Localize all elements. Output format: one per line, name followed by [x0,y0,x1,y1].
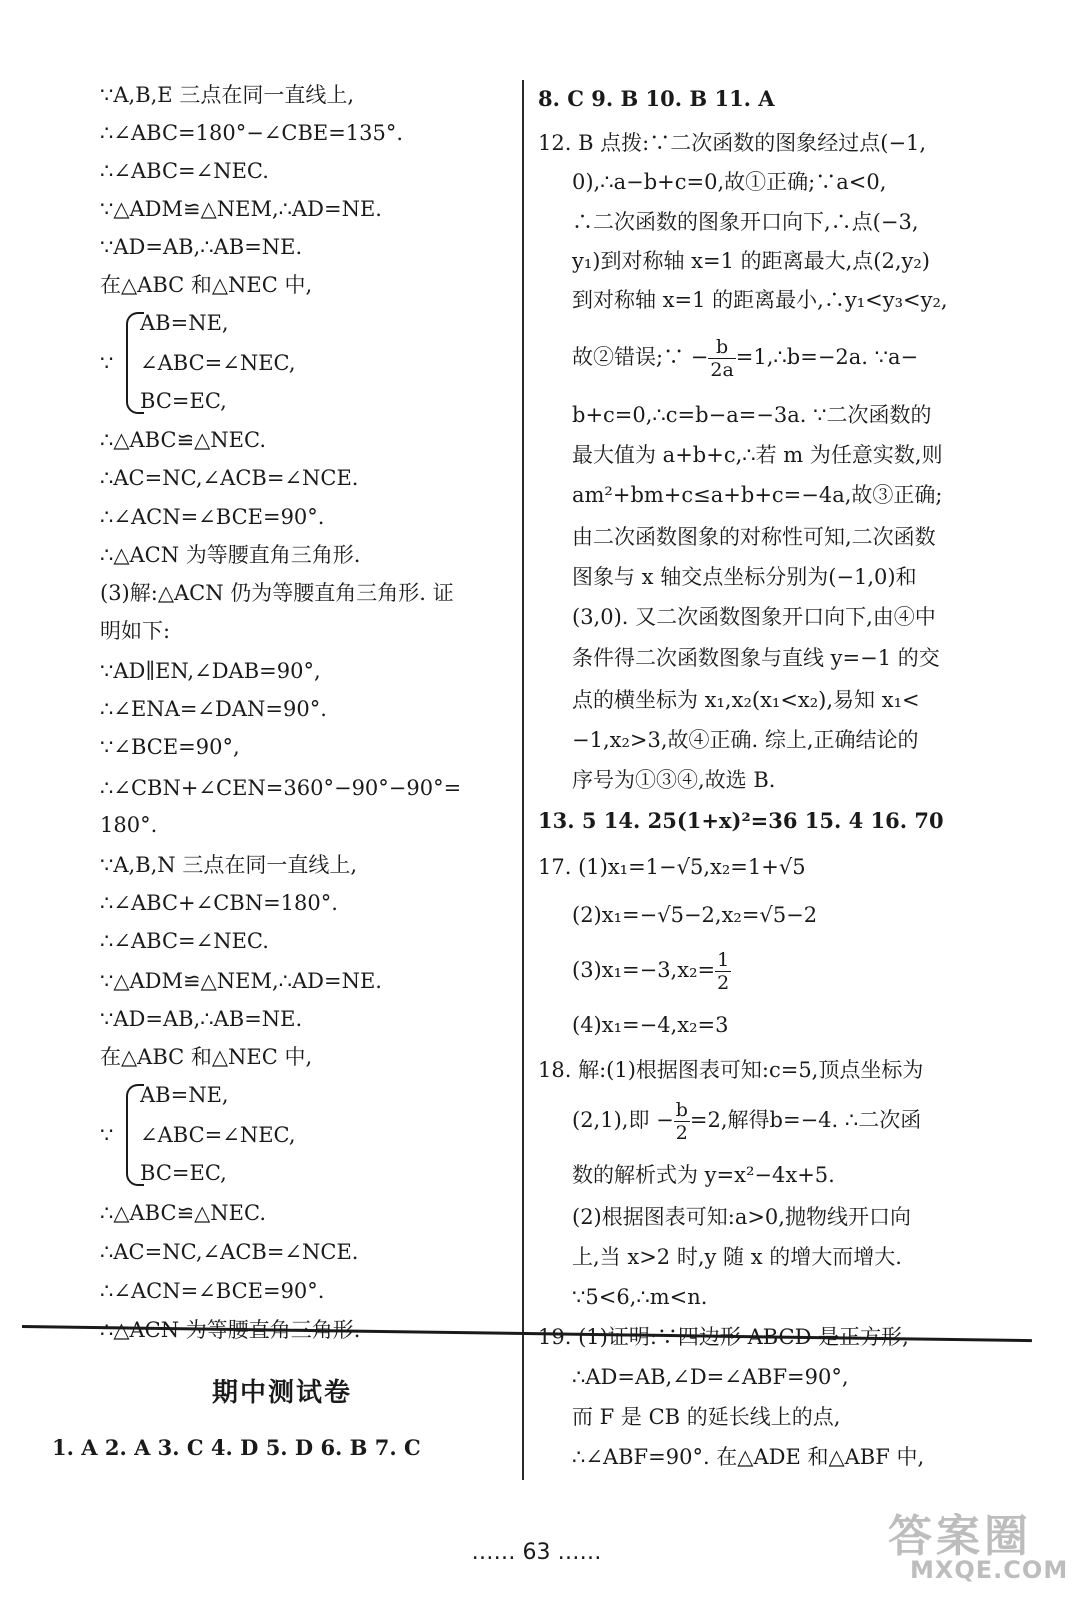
text-line: ∵AD=AB,∴AB=NE. [100,1007,303,1031]
system-prefix: ∵ [100,351,114,375]
text-line: ∴△ACN 为等腰直角三角形. [100,1318,361,1342]
fraction-suffix: =2,解得b=−4. ∴二次函 [689,1108,922,1132]
fraction-line [572,945,731,995]
fraction-line [572,1095,921,1145]
text-line: ∴二次函数的图象开口向下,∴点(−3, [572,210,919,234]
system-line: AB=NE, [140,311,229,335]
text-line: 到对称轴 x=1 的距离最小,∴y₁<y₃<y₂, [572,288,948,312]
text-line: ∵A,B,N 三点在同一直线上, [100,853,358,877]
text-line: ∵5<6,∴m<n. [572,1285,708,1309]
text-line: 最大值为 a+b+c,∴若 m 为任意实数,则 [572,443,943,467]
text-line: 序号为①③④,故选 B. [572,768,776,792]
text-line: 在△ABC 和△NEC 中, [100,273,313,297]
text-line: b+c=0,∴c=b−a=−3a. ∵二次函数的 [572,403,932,427]
text-line: 在△ABC 和△NEC 中, [100,1045,313,1069]
text-line: 条件得二次函数图象与直线 y=−1 的交 [572,646,940,670]
text-line: ∵△ADM≌△NEM,∴AD=NE. [100,969,382,993]
text-line: ∴∠ABC+∠CBN=180°. [100,891,338,915]
fraction-prefix: (3)x₁=−3,x₂= [572,958,716,982]
fraction [674,1099,690,1144]
text-line: ∵AD∥EN,∠DAB=90°, [100,659,321,683]
text-line: ∴∠ENA=∠DAN=90°. [100,697,327,721]
text-line: ∴△ABC≌△NEC. [100,428,267,452]
text-line: ∴∠ABF=90°. 在△ADE 和△ABF 中, [572,1445,925,1469]
text-line: 18. 解:(1)根据图表可知:c=5,顶点坐标为 [538,1058,924,1082]
fraction-numerator: b [708,336,735,359]
watermark-glyphs: 答案圈 [888,1511,1032,1562]
text-line: ∴△ACN 为等腰直角三角形. [100,543,361,567]
text-line: ∵△ADM≌△NEM,∴AD=NE. [100,197,382,221]
text-line: ∴∠ABC=∠NEC. [100,929,269,953]
fraction-prefix: 故②错误;∵ − [572,345,709,369]
text-line: 上,当 x>2 时,y 随 x 的增大而增大. [572,1245,902,1269]
text-line: (3,0). 又二次函数图象开口向下,由④中 [572,605,936,629]
text-line: ∴AD=AB,∠D=∠ABF=90°, [572,1365,849,1389]
text-line: 图象与 x 轴交点坐标分别为(−1,0)和 [572,565,917,589]
column-divider [522,80,524,1480]
text-line: ∴∠ABC=180°−∠CBE=135°. [100,121,404,145]
text-line: (2)根据图表可知:a>0,抛物线开口向 [572,1205,911,1229]
answers-row: 13. 5 14. 25(1+x)²=36 15. 4 16. 70 [538,808,944,833]
text-line: 19. (1)证明:∵四边形 ABCD 是正方形, [538,1325,909,1349]
fraction-numerator: 1 [717,949,730,971]
fraction-prefix: (2,1),即 − [572,1108,674,1132]
system-line: ∠ABC=∠NEC, [140,351,296,375]
fraction-denominator: 2 [675,1122,688,1144]
fraction [715,949,731,994]
text-line: ∵∠BCE=90°, [100,735,240,759]
text-line: ∴AC=NC,∠ACB=∠NCE. [100,1240,359,1264]
text-line: ∴△ABC≌△NEC. [100,1201,267,1225]
text-line: 明如下: [100,619,171,643]
text-line: 点的横坐标为 x₁,x₂(x₁<x₂),易知 x₁< [572,688,920,712]
text-line: ∴AC=NC,∠ACB=∠NCE. [100,466,359,490]
page-number: …… 63 …… [471,1540,602,1565]
text-line: 17. (1)x₁=1−√5,x₂=1+√5 [538,855,806,879]
text-line: am²+bm+c≤a+b+c=−4a,故③正确; [572,483,943,507]
fraction-suffix: =1,∴b=−2a. ∵a− [735,345,919,369]
answers-row: 8. C 9. B 10. B 11. A [538,86,775,111]
fraction-numerator: b [675,1099,688,1121]
text-line: ∴∠CBN+∠CEN=360°−90°−90°= [100,776,462,800]
fraction [708,336,735,381]
watermark-site: MXQE.COM [910,1556,1069,1584]
watermark-logo [880,1500,1069,1595]
text-line: y₁)到对称轴 x=1 的距离最大,点(2,y₂) [572,249,931,273]
text-line: 数的解析式为 y=x²−4x+5. [572,1163,835,1187]
text-line: ∴∠ABC=∠NEC. [100,159,269,183]
fraction-denominator: 2 [717,972,730,994]
text-line: ∴∠ACN=∠BCE=90°. [100,1279,325,1303]
text-line: ∵A,B,E 三点在同一直线上, [100,83,354,107]
system-line: BC=EC, [140,1161,227,1185]
text-line: 而 F 是 CB 的延长线上的点, [572,1405,841,1429]
system-line: BC=EC, [140,389,227,413]
text-line: 由二次函数图象的对称性可知,二次函数 [572,525,936,549]
system-line: ∠ABC=∠NEC, [140,1123,296,1147]
fraction-denominator: 2a [710,359,734,381]
text-line: 0),∴a−b+c=0,故①正确;∵a<0, [572,170,887,194]
text-line: (2)x₁=−√5−2,x₂=√5−2 [572,903,818,927]
text-line: ∵AD=AB,∴AB=NE. [100,235,303,259]
text-line: 180°. [100,813,158,837]
text-line: (3)解:△ACN 仍为等腰直角三角形. 证 [100,581,454,605]
system-line: AB=NE, [140,1083,229,1107]
answers-row: 1. A 2. A 3. C 4. D 5. D 6. B 7. C [52,1435,421,1460]
text-line: ∴∠ACN=∠BCE=90°. [100,505,325,529]
text-line: (4)x₁=−4,x₂=3 [572,1013,729,1037]
system-prefix: ∵ [100,1123,114,1147]
text-line: −1,x₂>3,故④正确. 综上,正确结论的 [572,728,919,752]
section-title: 期中测试卷 [212,1378,353,1408]
text-line: 12. B 点拨:∵二次函数的图象经过点(−1, [538,131,927,155]
fraction-line [572,332,918,382]
